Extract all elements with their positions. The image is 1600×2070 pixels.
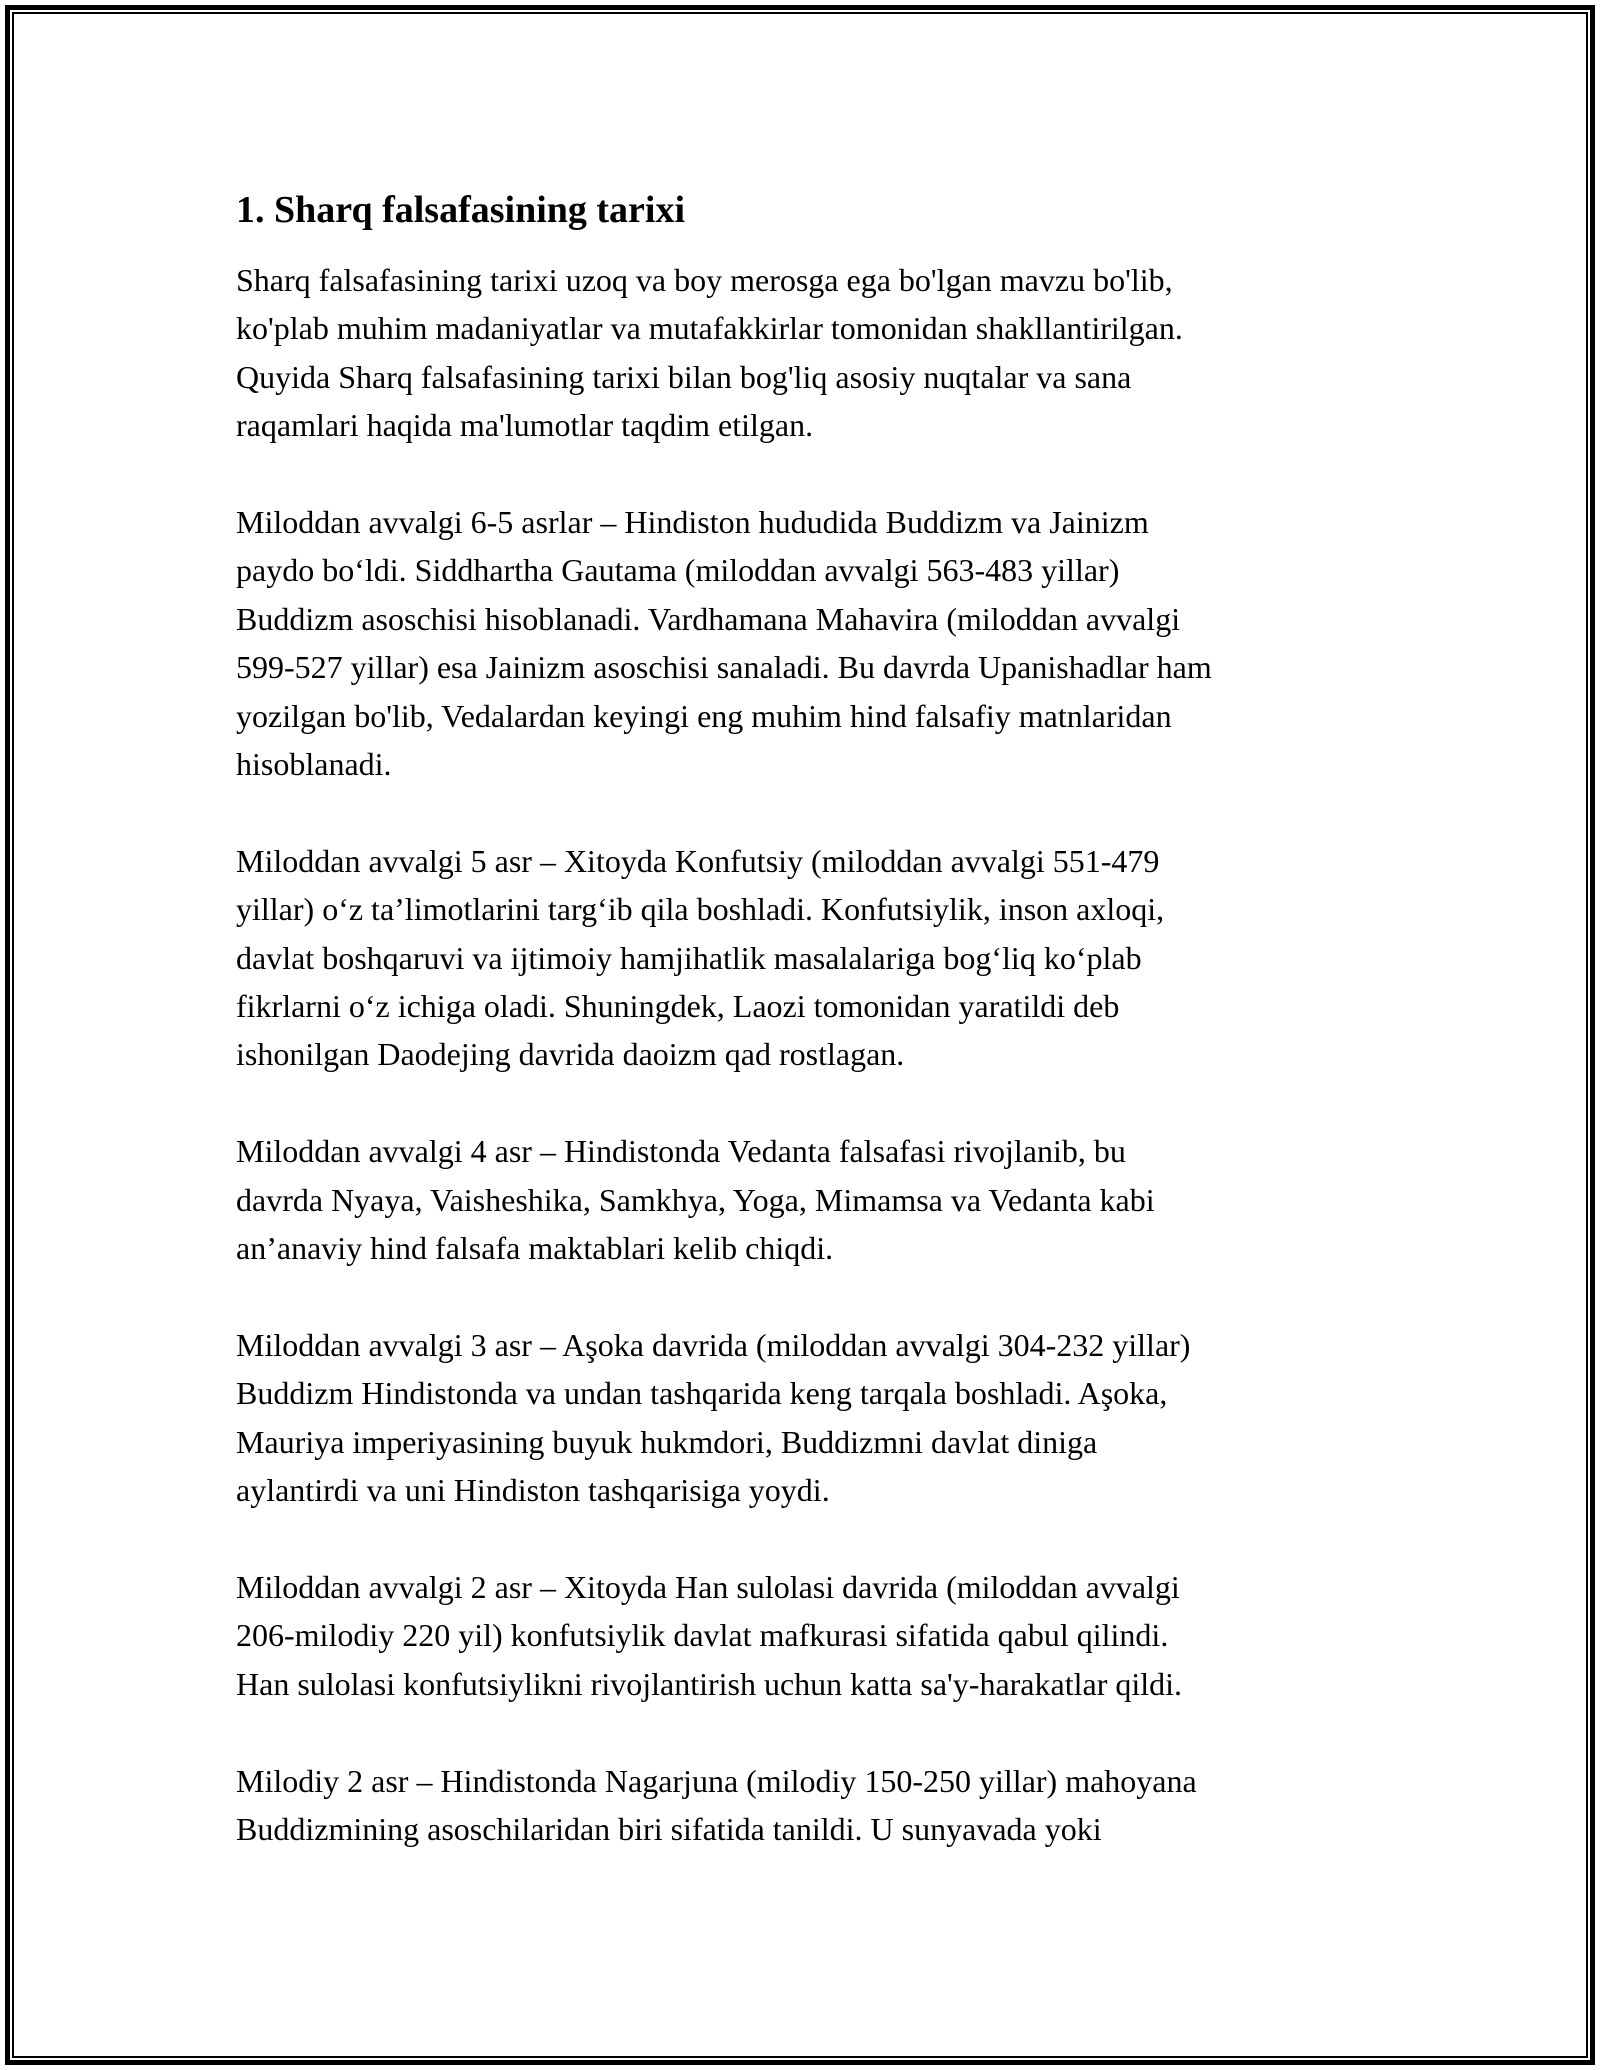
document-body: [236, 186, 1376, 1902]
paragraph-line: paydo bo‘ldi. Siddhartha Gautama (miloddan avvalgi 563-483 yillar): [236, 552, 1120, 589]
paragraph-line: fikrlarni o‘z ichiga oladi. Shuningdek, Laozi tomonidan yaratildi deb: [236, 988, 1120, 1025]
paragraph-2-century-ad: [236, 1757, 1376, 1854]
paragraph-line: Buddizm asoschisi hisoblanadi. Vardhamana Mahavira (miloddan avvalgi: [236, 600, 1181, 637]
section-title: 1. Sharq falsafasining tarixi: [236, 189, 686, 231]
paragraph-4-century-bc: [236, 1127, 1376, 1272]
paragraph-line: ishonilgan Daodejing davrida daoizm qad rostlagan.: [236, 1036, 905, 1073]
paragraph-line: an’anaviy hind falsafa maktablari kelib chiqdi.: [236, 1230, 834, 1267]
paragraph-line: Miloddan avvalgi 5 asr – Xitoyda Konfutsiy (miloddan avvalgi 551-479: [236, 842, 1160, 879]
paragraph-line: 599-527 yillar) esa Jainizm asoschisi sanaladi. Bu davrda Upanishadlar ham: [236, 649, 1212, 686]
paragraph-3-century-bc: [236, 1321, 1376, 1515]
paragraph-5-century-bc: [236, 837, 1376, 1079]
paragraph-line: Sharq falsafasining tarixi uzoq va boy merosga ega bo'lgan mavzu bo'lib,: [236, 262, 1173, 298]
paragraph-line: davrda Nyaya, Vaisheshika, Samkhya, Yoga, Mimamsa va Vedanta kabi: [236, 1181, 1155, 1218]
paragraph-line: Milodiy 2 asr – Hindistonda Nagarjuna (milodiy 150-250 yillar) mahoyana: [236, 1762, 1197, 1799]
paragraph-line: Miloddan avvalgi 3 asr – Aşoka davrida (miloddan avvalgi 304-232 yillar): [236, 1326, 1191, 1363]
paragraph-line: hisoblanadi.: [236, 746, 392, 783]
paragraph-2-century-bc: [236, 1563, 1376, 1708]
paragraph-line: 206-milodiy 220 yil) konfutsiylik davlat mafkurasi sifatida qabul qilindi.: [236, 1617, 1169, 1654]
paragraph-line: Buddizmining asoschilaridan biri sifatida tanildi. U sunyavada yoki: [236, 1810, 1102, 1847]
paragraph-line: yillar) o‘z ta’limotlarini targ‘ib qila boshladi. Konfutsiylik, inson axloqi,: [236, 891, 1165, 928]
paragraph-6-5-century-bc: [236, 498, 1376, 788]
paragraph-line: aylantirdi va uni Hindiston tashqarisiga yoydi.: [236, 1472, 830, 1509]
paragraph-line: Miloddan avvalgi 6-5 asrlar – Hindiston hududida Buddizm va Jainizm: [236, 504, 1149, 541]
paragraph-line: Quyida Sharq falsafasining tarixi bilan bog'liq asosiy nuqtalar va sana: [236, 358, 1132, 395]
paragraph-line: Buddizm Hindistonda va undan tashqarida keng tarqala boshladi. Aşoka,: [236, 1375, 1168, 1412]
paragraph-line: davlat boshqaruvi va ijtimoiy hamjihatlik masalalariga bog‘liq ko‘plab: [236, 939, 1142, 976]
paragraph-line: yozilgan bo'lib, Vedalardan keyingi eng muhim hind falsafiy matnlaridan: [236, 697, 1172, 734]
paragraph-line: raqamlari haqida ma'lumotlar taqdim etilgan.: [236, 407, 814, 444]
paragraph-intro: [236, 256, 1376, 450]
paragraph-line: Miloddan avvalgi 2 asr – Xitoyda Han sulolasi davrida (miloddan avvalgi: [236, 1568, 1180, 1605]
paragraph-line: Han sulolasi konfutsiylikni rivojlantirish uchun katta sa'y-harakatlar qildi.: [236, 1665, 1183, 1702]
paragraph-line: Mauriya imperiyasining buyuk hukmdori, Buddizmni davlat diniga: [236, 1423, 1098, 1460]
paragraph-line: Miloddan avvalgi 4 asr – Hindistonda Vedanta falsafasi rivojlanib, bu: [236, 1133, 1126, 1170]
paragraph-line: ko'plab muhim madaniyatlar va mutafakkirlar tomonidan shakllantirilgan.: [236, 310, 1183, 347]
